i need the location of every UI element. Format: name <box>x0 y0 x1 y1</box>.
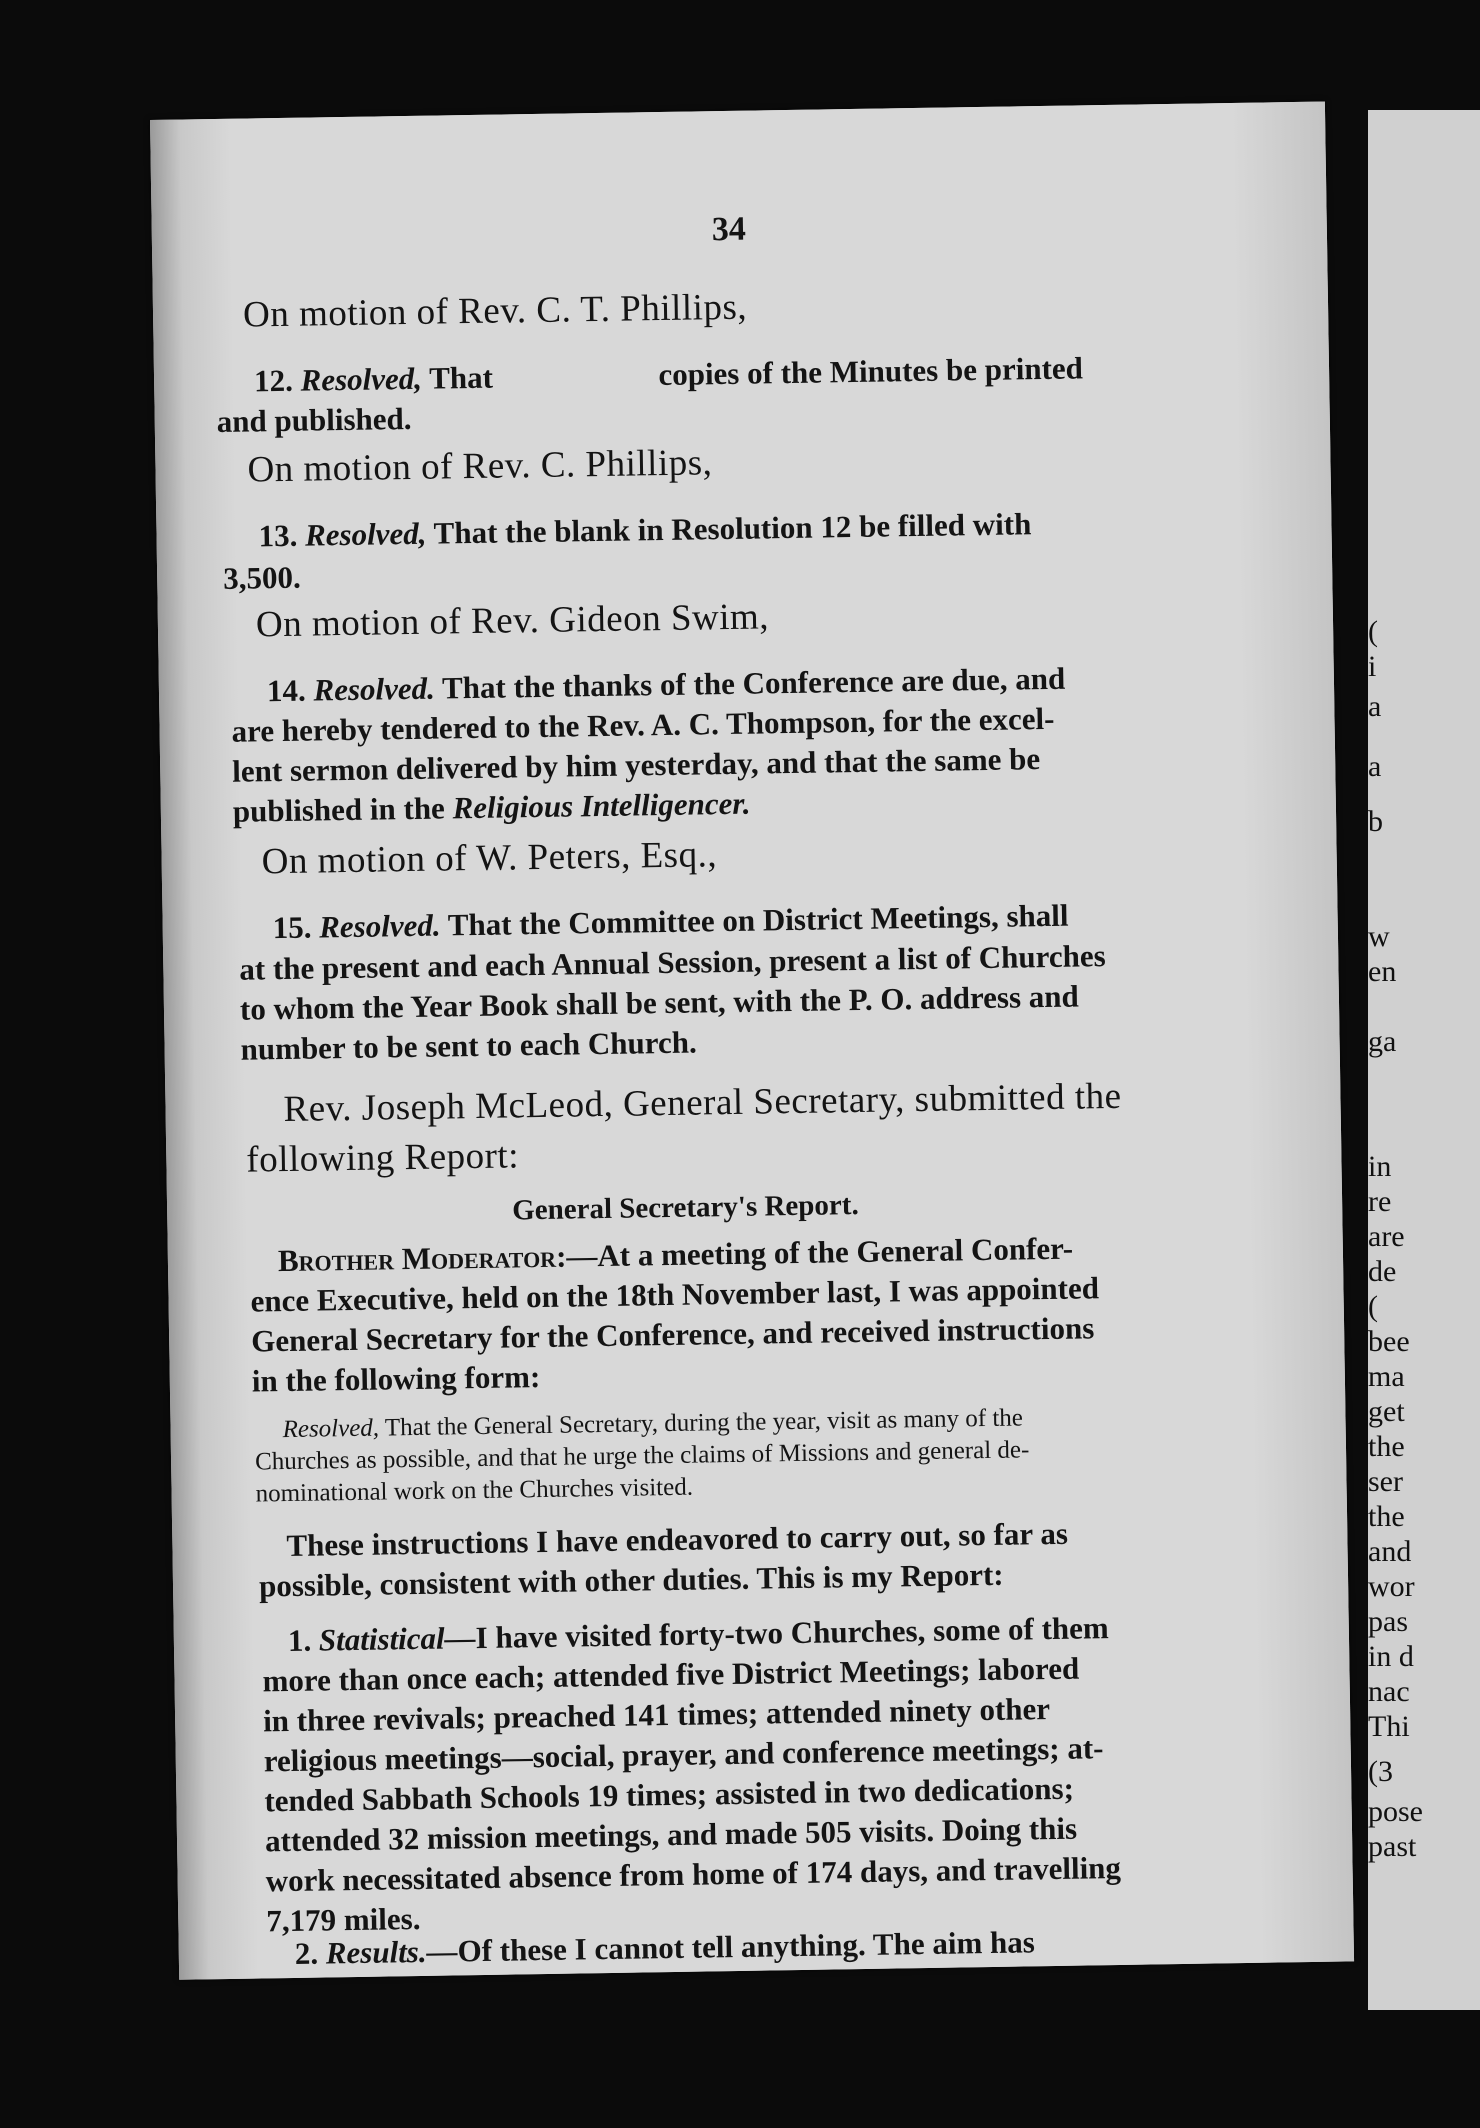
fragment-text: en <box>1368 955 1397 988</box>
fragment-text: a <box>1368 690 1382 723</box>
resolution-number: 14. <box>266 672 306 709</box>
fragment-text: in d <box>1368 1640 1414 1673</box>
fragment-text: pas <box>1368 1605 1408 1638</box>
resolution-14-line-2: are hereby tendered to the Rev. A. C. Thompson, for the excel- <box>231 700 1055 749</box>
quoted-resolution-line-2: Churches as possible, and that he urge the claims of Missions and general de- <box>254 1436 1030 1476</box>
resolution-text: published in the <box>232 790 446 829</box>
resolved-label: Resolved. <box>313 670 436 708</box>
report-para-3-line-7: work necessitated absence from home of 174 days, and travelling <box>265 1849 1122 1899</box>
fragment-text: Thi <box>1368 1710 1410 1743</box>
book-page <box>150 102 1354 1980</box>
report-text: Of these I cannot tell anything. The aim has <box>457 1924 1036 1969</box>
motion-line: On motion of Rev. Gideon Swim, <box>255 596 770 646</box>
report-text: :—At a meeting of the General Confer- <box>555 1230 1074 1274</box>
fragment-text: pose <box>1368 1795 1423 1828</box>
fragment-text: nac <box>1368 1675 1410 1708</box>
fragment-text: past <box>1368 1830 1417 1863</box>
fragment-text: ( <box>1368 615 1378 648</box>
item-label: Results.— <box>325 1933 458 1971</box>
resolution-12-line-1 <box>254 350 1083 399</box>
fragment-text: get <box>1368 1395 1405 1428</box>
resolution-text-continued: copies of the Minutes be printed <box>658 350 1084 393</box>
item-label: Statistical— <box>318 1620 476 1658</box>
fragment-text: wor <box>1368 1570 1415 1603</box>
report-para-1-line-4: in the following form: <box>251 1359 541 1399</box>
fragment-text: a <box>1368 750 1382 783</box>
fragment-text: (3 <box>1368 1755 1393 1788</box>
fragment-text: and <box>1368 1535 1412 1568</box>
report-intro-line-2: following Report: <box>246 1135 520 1181</box>
quoted-text: That the General Secretary, during the year, visit as many of the <box>384 1404 1024 1442</box>
fragment-text: are <box>1368 1220 1405 1253</box>
resolution-number: 13. <box>258 517 298 554</box>
fragment-text: the <box>1368 1500 1405 1533</box>
report-para-3-line-8: 7,179 miles. <box>266 1900 421 1939</box>
report-para-3-line-6: attended 32 mission meetings, and made 505 visits. Doing this <box>264 1810 1078 1859</box>
motion-line: On motion of Rev. C. Phillips, <box>247 442 713 491</box>
fragment-text: ma <box>1368 1360 1405 1393</box>
resolution-number: 12. <box>253 362 294 399</box>
fragment-text: de <box>1368 1255 1397 1288</box>
resolved-label: Resolved. <box>318 907 441 945</box>
resolved-label: Resolved, <box>300 360 423 398</box>
fragment-text: bee <box>1368 1325 1410 1358</box>
resolution-text: That <box>428 359 494 396</box>
motion-line: On motion of W. Peters, Esq., <box>261 834 718 883</box>
page-number: 34 <box>711 210 747 249</box>
salutation: Brother Moderator <box>277 1238 557 1279</box>
report-para-3-line-5: tended Sabbath Schools 19 times; assisted in two dedications; <box>264 1770 1075 1819</box>
fragment-text: i <box>1368 650 1377 683</box>
report-para-3-line-4: religious meetings—social, prayer, and conference meetings; at- <box>263 1730 1104 1779</box>
fragment-text: re <box>1368 1185 1392 1218</box>
fragment-text: ser <box>1368 1465 1403 1498</box>
resolution-15-line-3: to whom the Year Book shall be sent, with the P. O. address and <box>239 978 1079 1027</box>
report-text: I have visited forty-two Churches, some of them <box>475 1610 1109 1656</box>
resolution-15-line-2: at the present and each Annual Session, present a list of Churches <box>239 938 1106 987</box>
resolution-14-line-3: lent sermon delivered by him yesterday, and that the same be <box>231 741 1041 789</box>
item-number: 1. <box>287 1622 312 1659</box>
item-number: 2. <box>294 1935 319 1971</box>
report-para-2-line-1: These instructions I have endeavored to carry out, so far as <box>286 1515 1069 1564</box>
resolution-15-line-4: number to be sent to each Church. <box>240 1024 697 1067</box>
resolution-text: That the thanks of the Conference are due, and <box>441 660 1066 706</box>
report-para-3-line-3: in three revivals; preached 141 times; attended ninety other <box>262 1691 1051 1739</box>
report-para-2-line-2: possible, consistent with other duties. This is my Report: <box>258 1556 1004 1604</box>
resolution-13-line-2: 3,500. <box>222 559 301 596</box>
fragment-text: in <box>1368 1150 1392 1183</box>
resolution-14-line-4 <box>233 786 751 830</box>
resolution-text: That the blank in Resolution 12 be filled with <box>433 506 1032 551</box>
resolution-number: 15. <box>272 909 312 946</box>
resolution-13-line-1 <box>258 506 1031 554</box>
report-para-1-line-3: General Secretary for the Conference, and received instructions <box>250 1310 1095 1359</box>
facing-page-fragment <box>1368 110 1480 2010</box>
fragment-text: ga <box>1368 1025 1397 1058</box>
publication-title: Religious Intelligencer. <box>452 785 751 826</box>
fragment-text: b <box>1368 805 1383 838</box>
resolution-15-line-1 <box>272 898 1068 946</box>
resolved-label: Resolved, <box>282 1414 380 1444</box>
quoted-resolution-line-3: nominational work on the Churches visited. <box>255 1473 694 1508</box>
report-para-1-line-2: ence Executive, held on the 18th November last, I was appointed <box>250 1270 1100 1319</box>
resolution-12-line-2: and published. <box>216 400 412 439</box>
resolution-text: That the Committee on District Meetings, shall <box>447 897 1069 943</box>
fragment-text: the <box>1368 1430 1405 1463</box>
report-intro-line-1: Rev. Joseph McLeod, General Secretary, submitted the <box>283 1075 1122 1131</box>
resolved-label: Resolved, <box>304 515 427 553</box>
report-para-3-line-2: more than once each; attended five District Meetings; labored <box>262 1650 1080 1699</box>
motion-line: On motion of Rev. C. T. Phillips, <box>242 286 748 336</box>
fragment-text: ( <box>1368 1290 1378 1323</box>
fragment-text: w <box>1368 920 1390 953</box>
report-heading: General Secretary's Report. <box>511 1189 859 1227</box>
